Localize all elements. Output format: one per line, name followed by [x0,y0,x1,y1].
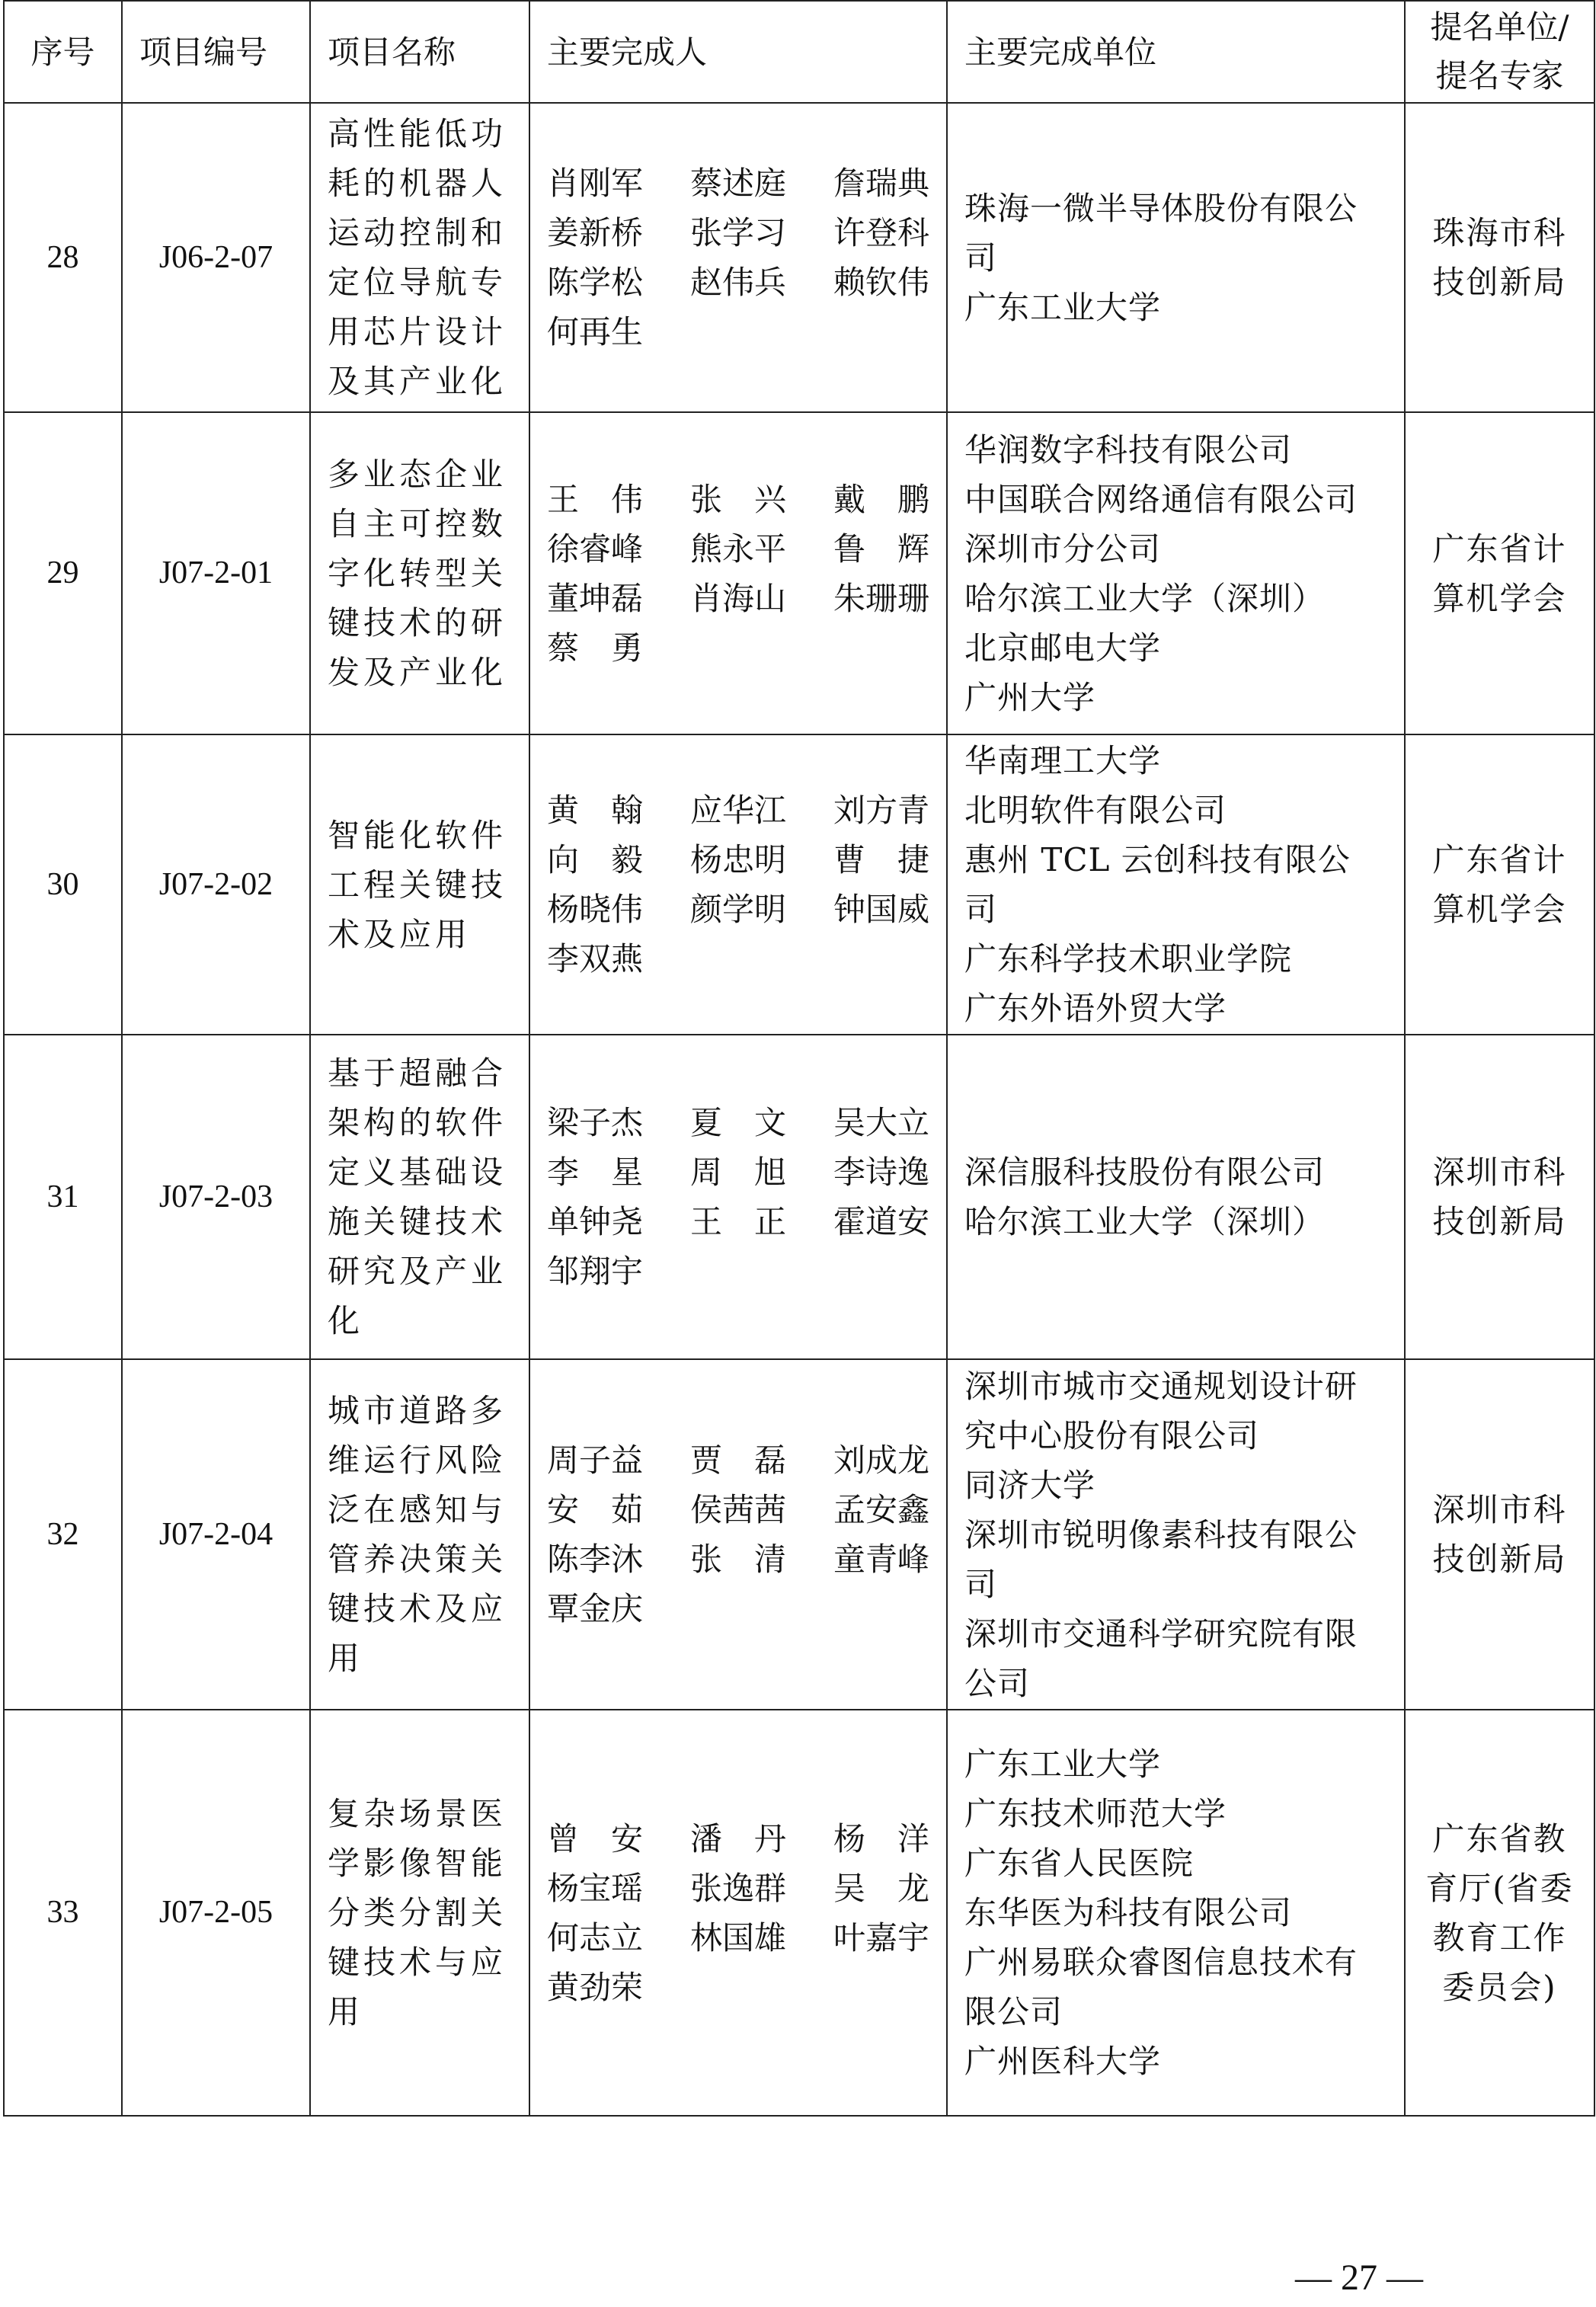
person-name: 蔡述庭 [689,165,786,202]
unit-line: 珠海一微半导体股份有限公 [964,189,1358,227]
person-name: 周 旭 [689,1154,786,1191]
table-row [4,734,1594,1035]
header-nominator-line2: 提名专家 [1435,57,1564,94]
project-name-line: 工程关键技 [328,866,507,904]
cell-people [529,1359,947,1710]
cell-code: J07-2-02 [122,734,310,1035]
person-name: 钟国威 [833,891,929,928]
person-name: 熊永平 [689,530,786,568]
project-name-line: 泛在感知与 [328,1491,507,1528]
project-name-line: 研究及产业 [328,1253,507,1290]
unit-line: 广州易联众睿图信息技术有 [964,1944,1358,1981]
cell-nominator [1405,1035,1594,1359]
project-name-line: 智能化软件 [328,816,507,854]
unit-line: 华南理工大学 [964,742,1162,779]
person-name: 杨 洋 [833,1819,929,1857]
unit-line: 深圳市城市交通规划设计研 [964,1367,1358,1405]
nominator-line: 技创新局 [1432,264,1567,301]
project-name-line: 用 [328,1640,364,1677]
people-line [547,1435,929,1485]
people-line [547,1814,929,1864]
unit-line: 广州医科大学 [964,2043,1162,2080]
project-name-line: 耗的机器人 [328,165,507,202]
person-name: 梁子杰 [547,1104,644,1141]
person-name: 张 清 [689,1541,786,1578]
cell-code: J07-2-05 [122,1710,310,2116]
cell-units [947,1359,1405,1710]
person-name: 刘方青 [833,792,929,829]
page-number: — 27 — [1295,2257,1423,2298]
person-name: 吴 龙 [833,1869,929,1907]
cell-project-name [310,103,529,412]
unit-line: 同济大学 [964,1466,1096,1504]
nominator-line: 育厅(省委 [1425,1869,1574,1907]
person-name: 周子益 [547,1441,644,1479]
people-line [547,574,929,623]
person-name: 童青峰 [833,1541,929,1578]
unit-line: 北明软件有限公司 [964,792,1227,829]
people-line [547,1913,929,1963]
project-name-line: 城市道路多 [328,1392,507,1429]
people-line [547,835,929,885]
person-name [674,1963,801,2012]
unit-line: 广东外语外贸大学 [964,990,1227,1027]
cell-code: J07-2-01 [122,412,310,734]
nominator-line: 委员会) [1442,1968,1557,2006]
table-row [4,1035,1594,1359]
person-name: 黄 翰 [547,792,644,829]
cell-units [947,1710,1405,2116]
unit-line: 深圳市分公司 [964,530,1162,568]
cell-people [529,1710,947,2116]
person-name: 霍道安 [833,1203,929,1240]
project-name-line: 定位导航专 [328,264,507,301]
table-row [4,103,1594,412]
person-name: 邹翔宇 [547,1253,644,1290]
cell-nominator [1405,1710,1594,2116]
project-name-line: 管养决策关 [328,1541,507,1578]
people-line [547,1963,929,2012]
cell-units [947,412,1405,734]
person-name: 颜学明 [689,891,786,928]
cell-seq: 29 [4,412,122,734]
project-name-line: 用 [328,1993,364,2030]
person-name: 侯茜茜 [689,1491,786,1528]
people-line [547,934,929,984]
nominator-line: 技创新局 [1432,1203,1567,1240]
person-name [802,623,929,673]
person-name: 赵伟兵 [689,264,786,301]
people-line [547,1534,929,1584]
project-name-line: 架构的软件 [328,1104,507,1141]
person-name: 覃金庆 [547,1590,644,1627]
people-line [547,475,929,524]
person-name: 张学习 [689,214,786,251]
project-name-line: 高性能低功 [328,115,507,152]
people-line [547,1864,929,1913]
people-line [547,1197,929,1246]
unit-line: 中国联合网络通信有限公司 [964,480,1358,518]
cell-seq: 32 [4,1359,122,1710]
project-name-line: 及其产业化 [328,363,507,400]
person-name: 应华江 [689,792,786,829]
person-name: 林国雄 [689,1918,786,1957]
cell-people [529,412,947,734]
person-name: 朱珊珊 [833,579,929,617]
nominator-line: 广东省计 [1432,841,1567,878]
person-name: 李诗逸 [833,1154,929,1191]
unit-line: 司 [964,238,998,277]
project-name-line: 施关键技术 [328,1203,507,1240]
cell-nominator [1405,412,1594,734]
cell-seq: 31 [4,1035,122,1359]
awards-table [3,0,1595,2117]
person-name [674,307,801,357]
unit-line: 广东科学技术职业学院 [964,940,1293,978]
person-name: 何再生 [547,313,644,350]
unit-line: 哈尔滨工业大学（深圳） [964,579,1326,617]
cell-units [947,103,1405,412]
cell-code: J06-2-07 [122,103,310,412]
person-name: 吴大立 [833,1104,929,1141]
person-name: 肖刚军 [547,165,644,202]
people-line [547,623,929,673]
nominator-line: 算机学会 [1432,579,1567,617]
person-name [802,1963,929,2012]
person-name: 陈李沐 [547,1541,644,1578]
project-name-line: 多业态企业 [328,456,507,493]
people-line [547,1246,929,1296]
unit-line: 限公司 [964,1993,1063,2030]
people-line [547,208,929,258]
person-name: 鲁 辉 [833,530,929,568]
person-name [802,1246,929,1296]
person-name: 叶嘉宇 [833,1918,929,1957]
table-row [4,1710,1594,2116]
person-name: 肖海山 [689,579,786,617]
nominator-line: 教育工作 [1432,1918,1567,1957]
people-line [547,1147,929,1197]
project-name-line: 复杂场景医 [328,1795,507,1832]
unit-line: 东华医为科技有限公司 [964,1894,1293,1931]
header-people: 主要完成人 [529,1,947,103]
header-name: 项目名称 [310,1,529,103]
person-name: 董坤磊 [547,579,644,617]
person-name: 许登科 [833,214,929,251]
people-line [547,885,929,934]
project-name-line: 字化转型关 [328,555,507,592]
person-name: 孟安鑫 [833,1491,929,1528]
person-name: 李双燕 [547,940,644,978]
nominator-line: 珠海市科 [1432,214,1567,251]
nominator-line: 技创新局 [1432,1541,1567,1578]
person-name [802,934,929,984]
person-name: 王 正 [689,1203,786,1240]
cell-project-name [310,412,529,734]
unit-line: 司 [964,1565,998,1603]
nominator-line: 深圳市科 [1432,1491,1567,1528]
project-name-line: 键技术及应 [328,1590,507,1627]
cell-code: J07-2-03 [122,1035,310,1359]
project-name-line: 定义基础设 [328,1154,507,1191]
unit-line: 究中心股份有限公司 [964,1416,1260,1454]
person-name: 贾 磊 [689,1441,786,1479]
person-name: 张逸群 [689,1869,786,1907]
person-name: 陈学松 [547,264,644,301]
project-name-line: 键技术的研 [328,604,507,642]
cell-seq: 33 [4,1710,122,2116]
project-name-line: 运动控制和 [328,214,507,251]
cell-people [529,103,947,412]
person-name: 杨晓伟 [547,891,644,928]
project-name-line: 化 [328,1302,364,1339]
person-name: 詹瑞典 [833,165,929,202]
cell-nominator [1405,103,1594,412]
cell-people [529,734,947,1035]
cell-nominator [1405,1359,1594,1710]
cell-project-name [310,1035,529,1359]
person-name [674,934,801,984]
unit-line: 公司 [964,1664,1031,1702]
person-name [674,1246,801,1296]
cell-units [947,734,1405,1035]
project-name-line: 学影像智能 [328,1845,507,1882]
cell-code: J07-2-04 [122,1359,310,1710]
unit-line: 惠州 TCL 云创科技有限公 [964,841,1351,878]
header-nominator [1405,1,1594,103]
nominator-line: 广东省计 [1432,530,1567,568]
header-code: 项目编号 [122,1,310,103]
people-line [547,786,929,835]
header-row [4,1,1594,103]
unit-line: 深圳市交通科学研究院有限 [964,1614,1358,1653]
person-name: 李 星 [547,1154,644,1191]
people-line [547,1485,929,1534]
project-name-line: 自主可控数 [328,505,507,542]
people-line [547,1098,929,1147]
nominator-line: 深圳市科 [1432,1154,1567,1191]
cell-units [947,1035,1405,1359]
person-name: 张 兴 [689,480,786,518]
person-name: 杨宝瑶 [547,1869,644,1907]
nominator-line: 算机学会 [1432,891,1567,928]
unit-line: 广东省人民医院 [964,1845,1195,1882]
person-name: 蔡 勇 [547,629,644,667]
unit-line: 深圳市锐明像素科技有限公 [964,1515,1358,1553]
unit-line: 华润数字科技有限公司 [964,430,1293,469]
header-nominator-line1: 提名单位/ [1430,8,1569,46]
cell-seq: 28 [4,103,122,412]
project-name-line: 用芯片设计 [328,313,507,350]
person-name [674,1584,801,1633]
people-line [547,1584,929,1633]
person-name: 单钟尧 [547,1203,644,1240]
person-name: 赖钦伟 [833,264,929,301]
person-name: 曾 安 [547,1819,644,1857]
person-name [802,307,929,357]
unit-line: 哈尔滨工业大学（深圳） [964,1203,1326,1240]
person-name: 向 毅 [547,841,644,878]
person-name: 夏 文 [689,1104,786,1141]
project-name-line: 键技术与应 [328,1944,507,1981]
people-line [547,158,929,208]
person-name [802,1584,929,1633]
cell-people [529,1035,947,1359]
unit-line: 广州大学 [964,678,1096,716]
cell-project-name [310,734,529,1035]
cell-project-name [310,1710,529,2116]
project-name-line: 分类分割关 [328,1894,507,1931]
table-row [4,412,1594,734]
people-line [547,524,929,574]
person-name: 徐睿峰 [547,530,644,568]
unit-line: 深信服科技股份有限公司 [964,1154,1326,1191]
person-name: 姜新桥 [547,214,644,251]
person-name: 安 茹 [547,1491,644,1528]
person-name: 黄劲荣 [547,1968,644,2006]
person-name: 曹 捷 [833,841,929,878]
header-seq: 序号 [4,1,122,103]
cell-seq: 30 [4,734,122,1035]
table-row [4,1359,1594,1710]
person-name [674,623,801,673]
nominator-line: 广东省教 [1432,1819,1567,1857]
project-name-line: 术及应用 [328,915,472,953]
person-name: 刘成龙 [833,1441,929,1479]
unit-line: 广东技术师范大学 [964,1795,1227,1832]
person-name: 何志立 [547,1918,644,1957]
person-name: 潘 丹 [689,1819,786,1857]
header-units: 主要完成单位 [947,1,1405,103]
project-name-line: 基于超融合 [328,1054,507,1092]
project-name-line: 发及产业化 [328,654,507,691]
people-line [547,307,929,357]
person-name: 戴 鹏 [833,480,929,518]
unit-line: 广东工业大学 [964,1745,1162,1783]
cell-nominator [1405,734,1594,1035]
cell-project-name [310,1359,529,1710]
unit-line: 北京邮电大学 [964,629,1162,667]
unit-line: 司 [964,891,998,928]
people-line [547,258,929,307]
project-name-line: 维运行风险 [328,1441,507,1479]
person-name: 王 伟 [547,480,644,518]
person-name: 杨忠明 [689,841,786,878]
unit-line: 广东工业大学 [964,288,1162,326]
